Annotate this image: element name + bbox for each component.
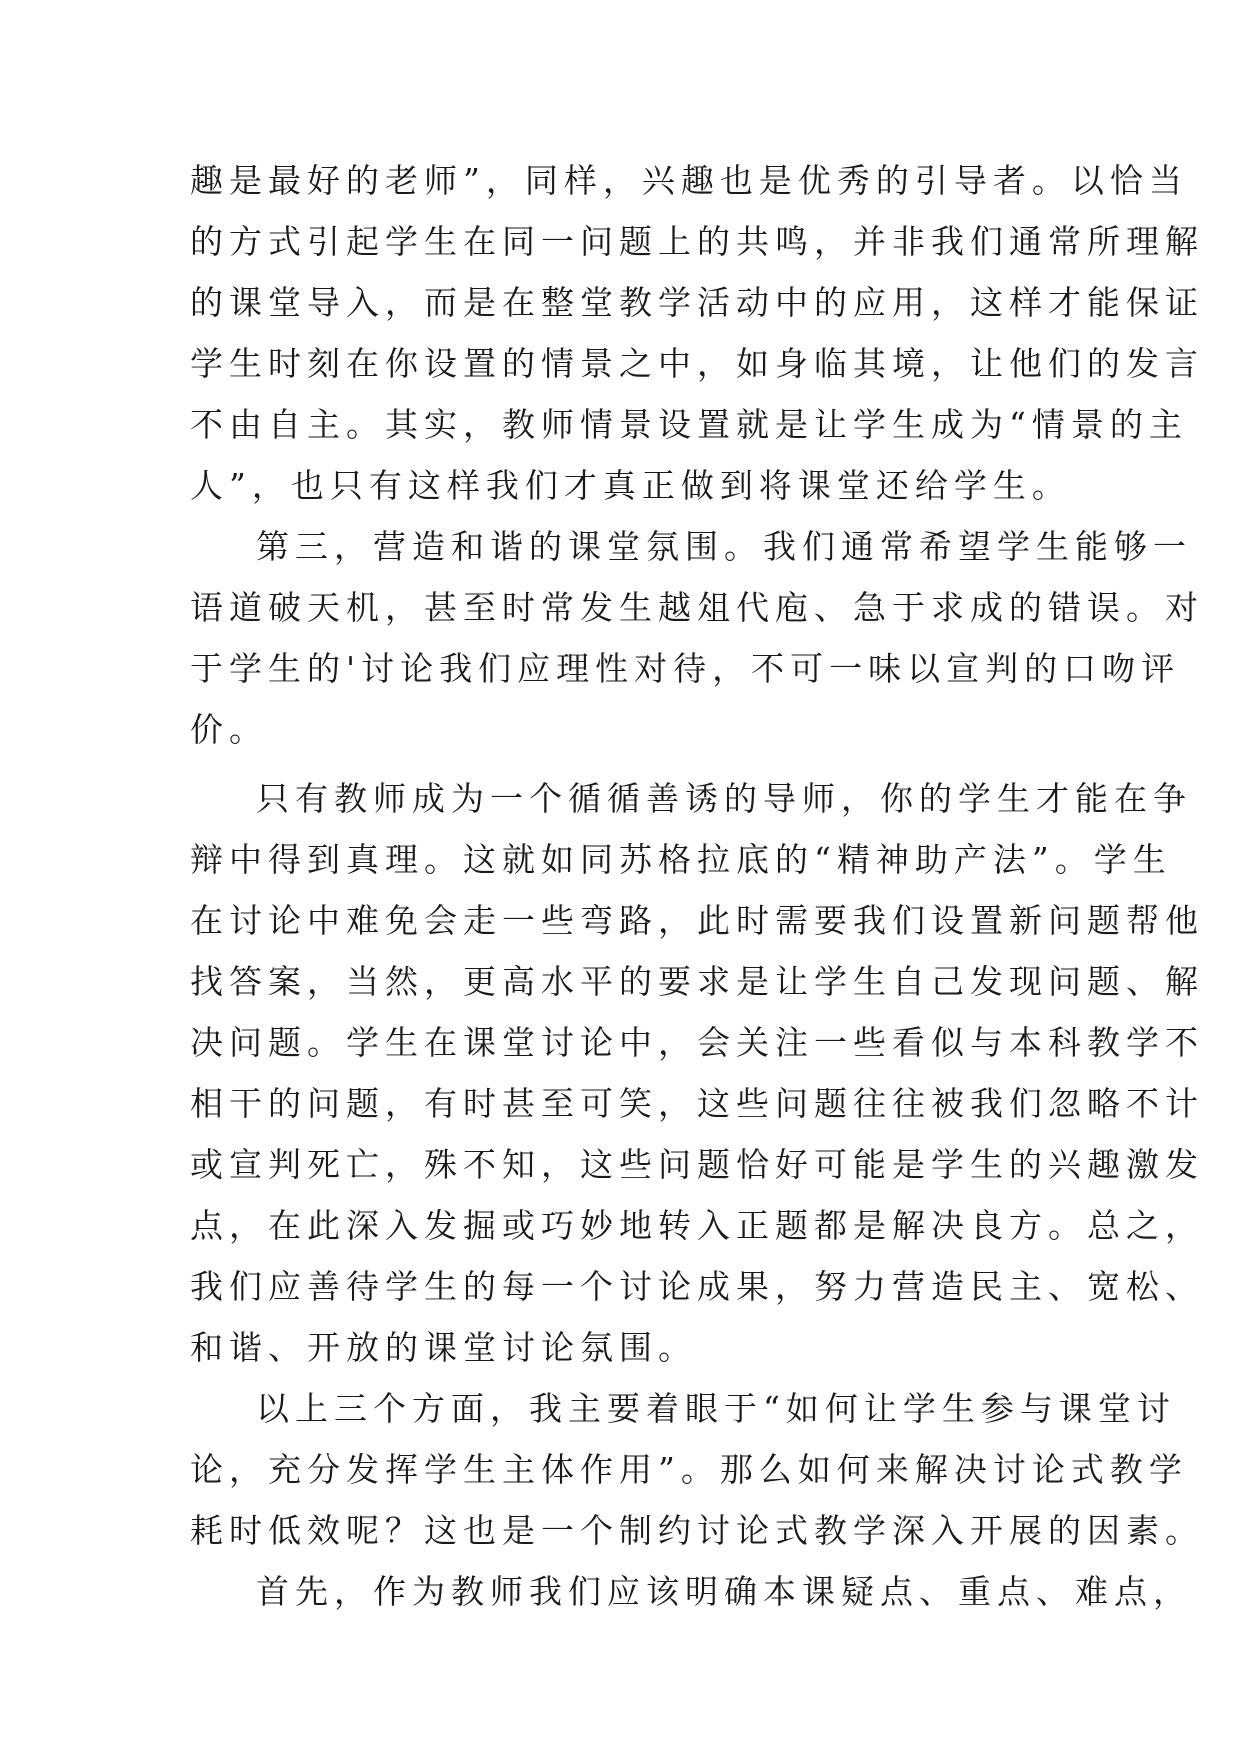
text-line: 价。 [190, 710, 268, 749]
text-line: 耗时低效呢？这也是一个制约讨论式教学深入开展的因素。 [190, 1511, 1204, 1550]
text-line: 相干的问题，有时甚至可笑，这些问题往往被我们忽略不计 [190, 1084, 1204, 1123]
paragraph-start-line: 以上三个方面，我主要着眼于“如何让学生参与课堂讨 [256, 1389, 1176, 1428]
text-line: 语道破天机，甚至时常发生越俎代庖、急于求成的错误。对 [190, 588, 1204, 627]
text-line: 学生时刻在你设置的情景之中，如身临其境，让他们的发言 [190, 344, 1204, 383]
text-line: 不由自主。其实，教师情景设置就是让学生成为“情景的主 [190, 405, 1188, 444]
text-line: 或宣判死亡，殊不知，这些问题恰好可能是学生的兴趣激发 [190, 1145, 1204, 1184]
text-line: 的方式引起学生在同一问题上的共鸣，并非我们通常所理解 [190, 222, 1204, 261]
text-line: 决问题。学生在课堂讨论中，会关注一些看似与本科教学不 [190, 1023, 1204, 1062]
text-line: 于学生的'讨论我们应理性对待，不可一味以宣判的口吻评 [190, 649, 1181, 688]
text-line: 找答案，当然，更高水平的要求是让学生自己发现问题、解 [190, 962, 1204, 1001]
text-line: 人”，也只有这样我们才真正做到将课堂还给学生。 [190, 466, 1071, 505]
body-text [190, 150, 1204, 1622]
text-line: 的课堂导入，而是在整堂教学活动中的应用，这样才能保证 [190, 283, 1204, 322]
text-line: 我们应善待学生的每一个讨论成果，努力营造民主、宽松、 [190, 1267, 1204, 1306]
text-line: 辩中得到真理。这就如同苏格拉底的“精神助产法”。学生 [190, 840, 1172, 879]
text-line: 在讨论中难免会走一些弯路，此时需要我们设置新问题帮他 [190, 901, 1204, 940]
paragraph-start-line: 只有教师成为一个循循善诱的导师，你的学生才能在争 [256, 779, 1192, 818]
paragraph-start-line: 首先，作为教师我们应该明确本课疑点、重点、难点， [256, 1572, 1192, 1611]
text-line: 趣是最好的老师”，同样，兴趣也是优秀的引导者。以恰当 [190, 161, 1188, 200]
text-line: 和谐、开放的课堂讨论氛围。 [190, 1328, 697, 1367]
paragraph-gap [190, 760, 1070, 768]
text-line: 论，充分发挥学生主体作用”。那么如何来解决讨论式教学 [190, 1450, 1188, 1489]
text-line: 点，在此深入发掘或巧妙地转入正题都是解决良方。总之， [190, 1206, 1204, 1245]
paragraph-start-line: 第三，营造和谐的课堂氛围。我们通常希望学生能够一 [256, 527, 1192, 566]
